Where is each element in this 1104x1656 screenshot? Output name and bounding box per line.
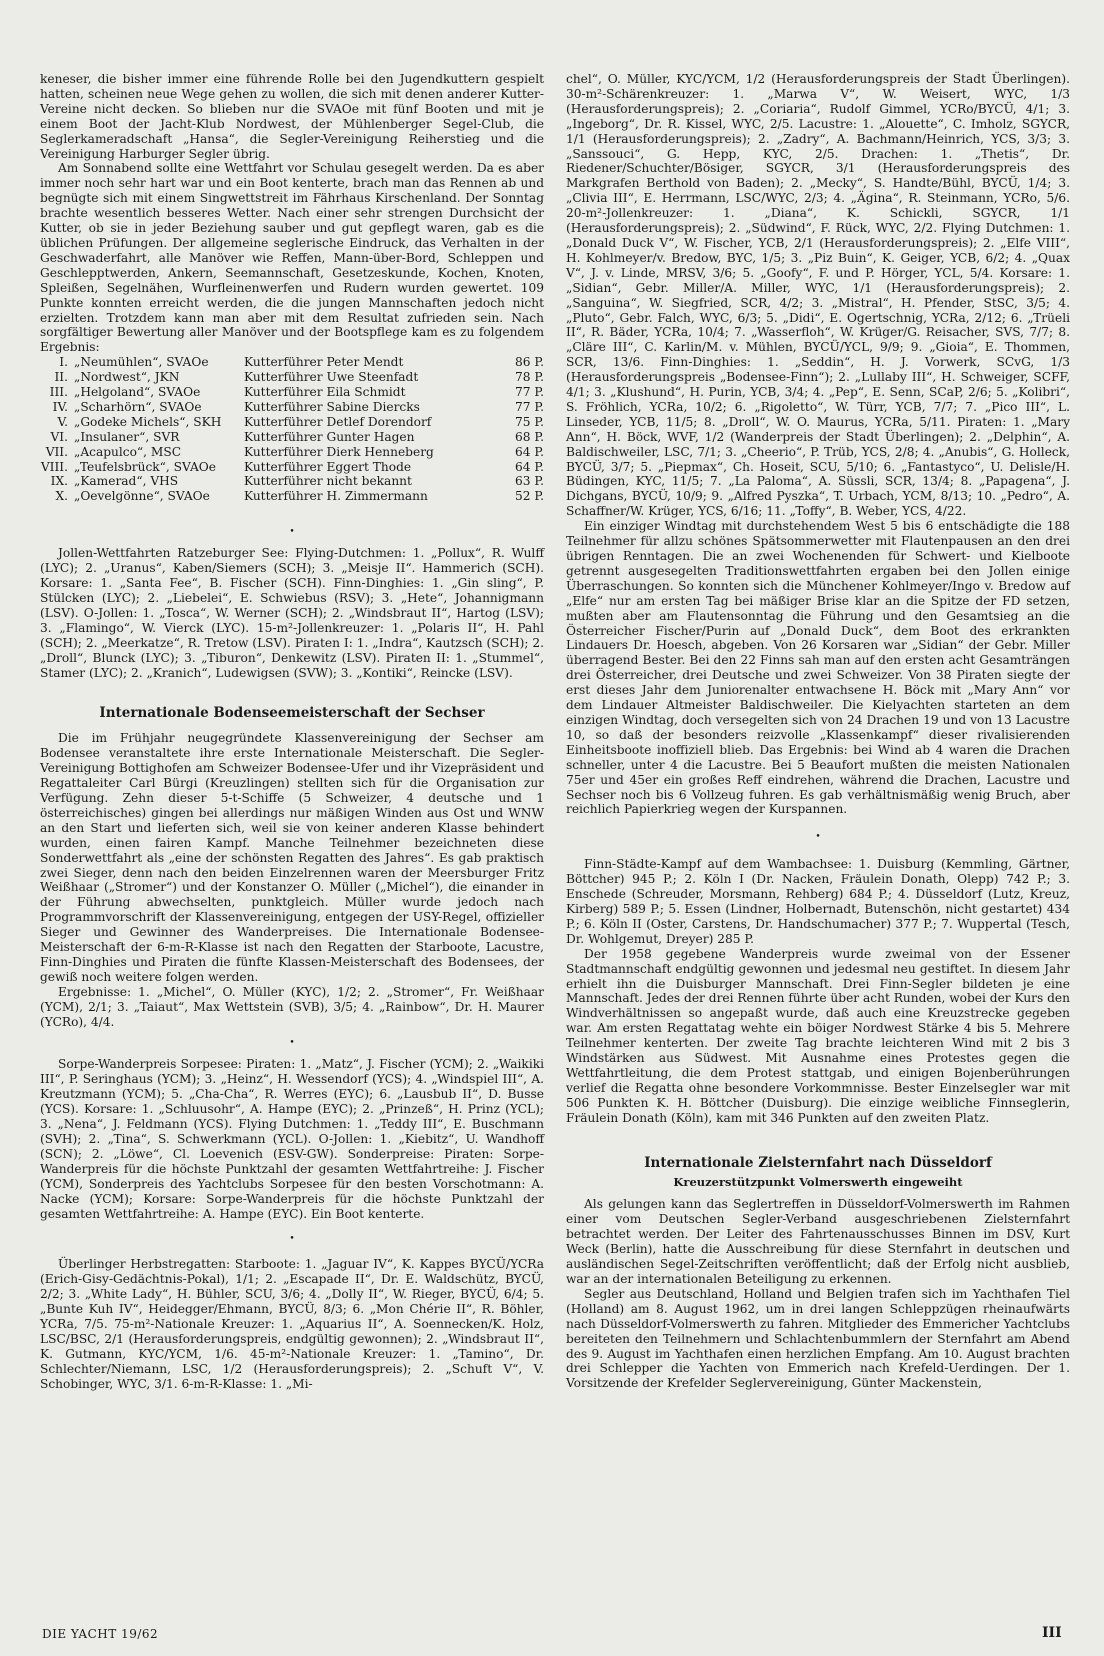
result-rank: VII. (45, 444, 68, 459)
result-points: 86 P. (515, 355, 544, 370)
results-row (40, 355, 544, 370)
result-rank: IX. (50, 474, 68, 489)
results-row (40, 415, 544, 430)
section-bullet: • (289, 527, 295, 538)
results-row (40, 400, 544, 415)
result-boat: „Scharhörn“, SVAOe (74, 399, 202, 414)
result-skipper: Kutterführer Gunter Hagen (244, 429, 415, 444)
article-paragraph: Der 1958 gegebene Wanderpreis wurde zweimal von der Essener Stadtmannschaft endgültig gewonnen und jedesmal neu gestiftet. In diesem Jahr erhielt ihn die Duisburger Mannschaft. Drei Finn-Segler bildeten je eine Mannschaft. Jedes der drei Rennen führte über acht Runden, wobei der Kurs den Windverhältnissen so angepaßt wurde, daß auch eine Kreuzstrecke gegeben war. Am ersten Regattatag wehte ein böiger Nordwest Stärke 4 bis 5. Mehrere Teilnehmer kenterten. Der zweite Tag brachte leichteren Wind mit 2 bis 3 Windstärken aus Südwest. Mit Ausnahme eines Protestes gegen die Wettfahrtleitung, die dem Protest stattgab, und einigen Bojenberührungen verlief die Regatta ohne besondere Vorkommnisse. Bester Einzelsegler war mit 506 Punkten K. H. Böttcher (Duisburg). Die einzige weibliche Finnseglerin, Fräulein Donath (Köln), kam mit 346 Punkten auf den zweiten Platz. (566, 946, 1070, 1125)
regatta-results-ueberlingen: Überlinger Herbstregatten: Starboote: 1. „Jaguar IV“, K. Kappes BYCÜ/YCRa (Erich-Gisy-Gedächtnis-Pokal), 1/1; 2. „Escapade II“, Dr. E. Waldschütz, BYCÜ, 2/2; 3. „White Lady“, H. Bühler, SCU, 3/6; 4. „Dolly II“, W. Rieger, BYCÜ, 6/4; 5. „Bunte Kuh IV“, Heidegger/Ehmann, BYCÜ, 8/3; 6. „Mon Chérie II“, R. Böhler, YCRa, 7/5. 75-m²-Nationale Kreuzer: 1. „Aquarius II“, A. Soennecken/K. Holz, LSC/BSC, 2/1 (Herausforderungspreis, endgültig gewonnen); 2. „Windsbraut II“, K. Gutmann, KYC/YCM, 1/6. 45-m²-Nationale Kreuzer: 1. „Tamino“, Dr. Schlechter/Niemann, LSC, 1/2 (Herausforderungspreis); 2. „Schuft V“, V. Schobinger, WYC, 3/1. 6-m-R-Klasse: 1. „Mi- (40, 1257, 544, 1391)
result-points: 78 P. (515, 370, 544, 385)
result-rank: V. (57, 414, 68, 429)
result-boat: „Helgoland“, SVAOe (74, 385, 201, 400)
section-bullet: • (289, 1234, 295, 1245)
result-boat: „Neumühlen“, SVAOe (74, 355, 209, 370)
article-paragraph: Ein einziger Windtag mit durchstehendem West 5 bis 6 entschädigte die 188 Teilnehmer für allzu schönes Spätsommerwetter mit Flautenpausen an den drei übrigen Renntagen. Die an zwei Wochenenden für Schwert- und Kielboote getrennt ausgesegelten Traditionswettfahrten ergaben bei den Jollen einige Überraschungen. So konnten sich die Münchener Kohlmeyer/Ingo v. Bredow auf „Elfe“ nur am ersten Tag bei mäßiger Brise klar an die Spitze der FD setzen, mußten aber am Flautensonntag die Führung und den Gesamtsieg an die Österreicher Fischer/Purin auf „Donald Duck“, dem Boot des erkrankten Lindauers Dr. Hoesch, abgeben. Von 26 Korsaren war „Sidian“ der Gebr. Miller überragend Bester. Bei den 22 Finns sah man auf den ersten acht Gesamträngen drei Österreicher, drei Deutsche und zwei Schweizer. Von 38 Piraten siegte der erst dieses Jahr dem Juniorenalter entwachsene H. Böck mit „Mary Ann“ vor dem Lindauer Altmeister Baldischweiler. Die Kielyachten starteten an dem einzigen Windtag, doch versegelten sich von 24 Drachen 19 und von 13 Lacustre 10, so daß der besonders reizvolle „Klassenkampf“ dieser rivalisierenden Einheitsboote inoffiziell blieb. Das Ergebnis: bei Wind ab 4 waren die Drachen schneller, unter 4 die Lacustre. Bei 5 Beaufort mußten die meisten Nationalen 75er und 45er ein großes Reff eindrehen, während die Drachen, Lacustre und Sechser noch bis 6 Vollzeug fuhren. Es gab verhältnismäßig wenig Bruch, aber reichlich Papierkrieg wegen der Kurspannen. (566, 519, 1070, 817)
article-paragraph: Am Sonnabend sollte eine Wettfahrt vor Schulau gesegelt werden. Da es aber immer noch sehr hart war und ein Boot kenterte, brach man das Rennen ab und begnügte sich mit einem Singwettstreit im Fährhaus Kirschenland. Der Sonntag brachte wesentlich besseres Wetter. Nach einer sehr strengen Durchsicht der Kutter, ob sie in jeder Beziehung sauber und gut gepflegt waren, gab es die üblichen Prüfungen. Der allgemeine seglerische Eindruck, das Verhalten in der Geschwaderfahrt, alle Manöver wie Reffen, Mann-über-Bord, Schleppen und Geschlepptwerden, Ankern, Seemannschaft, Gesetzeskunde, Kochen, Knoten, Spleißen, Segelnähen, Wurfleinenwerfen und Rudern wurden gewertet. 109 Punkte konnten erreicht werden, die die jungen Mannschaften jedoch nicht erzielten. Trotzdem kann man aber mit dem Resultat zufrieden sein. Nach sorgfältiger Bewertung aller Manöver und der Bootspflege kam es zu folgendem Ergebnis: (40, 161, 544, 355)
result-skipper: Kutterführer H. Zimmermann (244, 489, 428, 504)
results-row (40, 430, 544, 445)
section-subheading: Kreuzerstützpunkt Volmerswerth eingeweiht (673, 1174, 963, 1189)
result-skipper: Kutterführer Eila Schmidt (244, 385, 406, 400)
result-skipper: Kutterführer nicht bekannt (244, 474, 412, 489)
article-paragraph: Als gelungen kann das Seglertreffen in Düsseldorf-Volmerswerth im Rahmen einer vom Deutschen Segler-Verband ausgeschriebenen Zielsternfahrt betrachtet werden. Der Leiter des Fahrtenausschusses Binnen im DSV, Kurt Weck (Berlin), hatte die Ausschreibung für diese Sternfahrt in deutschen und ausländischen Segel-Zeitschriften veröffentlicht; daß der Erfolg nicht ausblieb, war an der internationalen Beteiligung zu erkennen. (566, 1197, 1070, 1286)
result-boat: „Nordwest“, JKN (74, 370, 180, 385)
result-skipper: Kutterführer Detlef Dorendorf (244, 414, 432, 429)
magazine-issue: DIE YACHT 19/62 (42, 1627, 159, 1641)
result-boat: „Teufelsbrück“, SVAOe (74, 459, 216, 474)
result-points: 77 P. (515, 399, 544, 414)
regatta-results-ueberlingen-continued: chel“, O. Müller, KYC/YCM, 1/2 (Herausforderungspreis der Stadt Überlingen). 30-m²-Schärenkreuzer: 1. „Marwa V“, W. Weisert, WYC, 1/3 (Herausforderungspreis); 2. „Coriaria“, Rudolf Gimmel, YCRo/BYCÜ, 4/1; 3. „Ingeborg“, Dr. R. Kissel, WYC, 2/5. Lacustre: 1. „Alouette“, C. Imholz, SGYCR, 1/1 (Herausforderungspreis); 2. „Zadry“, A. Bachmann/Heinrich, YCS, 3/3; 3. „Sanssouci“, G. Hepp, KYC, 2/5. Drachen: 1. „Thetis“, Dr. Riedener/Schuchter/Bösiger, SGYCR, 3/1 (Herausforderungspreis des Markgrafen Berthold von Baden); 2. „Mecky“, S. Handte/Bühl, BYCÜ, 1/4; 3. „Clivia III“, E. Herrmann, LSC/WYC, 2/3; 4. „Ägina“, R. Steinmann, YCRo, 5/6. 20-m²-Jollenkreuzer: 1. „Diana“, K. Schickli, SGYCR, 1/1 (Herausforderungspreis); 2. „Südwind“, F. Rück, WYC, 2/2. Flying Dutchmen: 1. „Donald Duck V“, W. Fischer, YCB, 2/1 (Herausforderungspreis); 2. „Elfe VIII“, H. Kohlmeyer/v. Bredow, BYC, 1/5; 3. „Piz Buin“, K. Geiger, YCB, 6/2; 4. „Quax V“, J. v. Linde, MRSV, 3/6; 5. „Goofy“, F. und P. Hörger, YCL, 5/4. Korsare: 1. „Sidian“, Gebr. Miller/A. Miller, WYC, 1/1 (Herausforderungspreis); 2. „Sanguina“, W. Siegfried, SCR, 4/2; 3. „Mistral“, H. Pfender, StSC, 3/5; 4. „Pluto“, Gebr. Falch, WYC, 6/3; 5. „Didi“, E. Ogertschnig, YCRa, 2/12; 6. „Trüeli II“, R. Bäder, YCRa, 10/4; 7. „Wasserfloh“, W. Krüger/G. Reisacher, SVS, 7/7; 8. „Cläre III“, C. Karlin/M. v. Mühlen, BYCÜ/YCL, 9/9; 9. „Gioia“, E. Thommen, SCR, 13/6. Finn-Dinghies: 1. „Seddin“, H. J. Vorwerk, SCvG, 1/3 (Herausforderungspreis „Bodensee-Finn“); 2. „Lullaby III“, H. Schweiger, SCFF, 4/1; 3. „Klushund“, H. Purin, YCB, 3/4; 4. „Pep“, E. Senn, SCaP, 2/6; 5. „Kolibri“, S. Fröhlich, YCRa, 10/2; 6. „Rigoletto“, W. Türr, YCB, 7/7; 7. „Pico III“, L. Linseder, YCB, 11/5; 8. „Droll“, W. O. Maurus, YCRa, 5/11. Piraten: 1. „Mary Ann“, H. Böck, WVF, 1/2 (Wanderpreis der Stadt Überlingen); 2. „Delphin“, A. Baldischweiler, LSC, 7/1; 3. „Cheerio“, P. Trüb, YCS, 2/8; 4. „Anubis“, G. Holleck, BYCÜ, 3/7; 5. „Piepmax“, Ch. Hoseit, SCU, 5/10; 6. „Fantastyco“, U. Delisle/H. Büdingen, KYC, 11/5; 7. „La Paloma“, A. Süssli, SCR, 13/4; 8. „Papagena“, J. Dichgans, BYCÜ, 10/9; 9. „Alfred Pyszka“, T. Urbach, YCM, 8/13; 10. „Pedro“, A. Schaffner/W. Krüger, YCS, 6/16; 11. „Toffy“, B. Weber, YCS, 4/22. (566, 72, 1070, 519)
right-column (566, 72, 1070, 1391)
results-row (40, 474, 544, 489)
result-points: 77 P. (515, 385, 544, 400)
results-row (40, 460, 544, 475)
result-points: 64 P. (515, 459, 544, 474)
results-row (40, 385, 544, 400)
result-rank: III. (49, 385, 68, 400)
result-skipper: Kutterführer Dierk Henneberg (244, 444, 434, 459)
results-row (40, 445, 544, 460)
section-heading: Internationale Bodenseemeisterschaft der Sechser (99, 705, 485, 722)
result-rank: IV. (52, 399, 68, 414)
section-bullet: • (815, 832, 821, 843)
result-points: 75 P. (515, 414, 544, 429)
result-rank: X. (55, 489, 68, 504)
result-skipper: Kutterführer Sabine Diercks (244, 399, 420, 414)
regatta-results-sorpe: Sorpe-Wanderpreis Sorpesee: Piraten: 1. „Matz“, J. Fischer (YCM); 2. „Waikiki III“, P. Seringhaus (YCM); 3. „Heinz“, H. Wessendorf (YCS); 4. „Windspiel III“, A. Kreutzmann (YCM); 5. „Cha-Cha“, R. Werres (EYC); 6. „Lausbub II“, D. Busse (YCS). Korsare: 1. „Schluusohr“, A. Hampe (EYC); 2. „Prinzeß“, H. Prinz (YCL); 3. „Nena“, J. Feldmann (YCS). Flying Dutchmen: 1. „Teddy III“, E. Buschmann (SVH); 2. „Tina“, S. Schwerkmann (YCL). O-Jollen: 1. „Kiebitz“, U. Wandhoff (SCN); 2. „Löwe“, Cl. Loevenich (ESV-GW). Sonderpreise: Piraten: Sorpe-Wanderpreis für die höchste Punktzahl der gesamten Wettfahrtreihe: J. Fischer (YCM), Sonderpreis des Yachtclubs Sorpesee für den besten Vorschotmann: A. Nacke (YCM); Korsare: Sorpe-Wanderpreis für die höchste Punktzahl der gesamten Wettfahrtreihe: A. Hampe (EYC). Ein Boot kenterte. (40, 1057, 544, 1221)
results-table (40, 355, 544, 504)
result-points: 68 P. (515, 429, 544, 444)
regatta-results-jollen: Jollen-Wettfahrten Ratzeburger See: Flying-Dutchmen: 1. „Pollux“, R. Wulff (LYC); 2. „Uranus“, Kaben/Siemers (SCH); 3. „Meisje II“. Hammerich (SCH). Korsare: 1. „Santa Fee“, B. Fischer (SCH). Finn-Dinghies: 1. „Gin sling“, P. Stülcken (LYC); 2. „Liebelei“, E. Schwiebus (RSV); 3. „Hete“, Johannigmann (LSV). O-Jollen: 1. „Tosca“, W. Werner (SCH); 2. „Windsbraut II“, Hartog (LSV); 3. „Flamingo“, W. Vierck (LYC). 15-m²-Jollenkreuzer: 1. „Polaris II“, H. Pahl (SCH); 2. „Meerkatze“, R. Tretow (LSV). Piraten I: 1. „Indra“, Kautzsch (SCH); 2. „Droll“, Blunck (LYC); 3. „Tiburon“, Denkewitz (LSV). Piraten II: 1. „Stummel“, Stamer (LYC); 2. „Kranich“, Ludewigsen (SVW); 3. „Kontiki“, Reincke (LSV). (40, 546, 544, 680)
article-paragraph: keneser, die bisher immer eine führende Rolle bei den Jugendkuttern gespielt hatten, scheinen neue Wege gehen zu wollen, die sich mit denen anderer Kutter-Vereine nicht decken. So blieben nur die SVAOe mit fünf Booten und mit je einem Boot der Jacht-Klub Nordwest, der Mühlenberger Segel-Club, die Seglerkameradschaft „Hansa“, die Segler-Vereinigung Reiherstieg und die Vereinigung Harburger Segler übrig. (40, 72, 544, 161)
regatta-results-finn: Finn-Städte-Kampf auf dem Wambachsee: 1. Duisburg (Kemmling, Gärtner, Böttcher) 945 P.; 2. Köln I (Dr. Nacken, Fräulein Donath, Olepp) 742 P.; 3. Enschede (Schreuder, Morsmann, Rehberg) 684 P.; 4. Düsseldorf (Lutz, Kreuz, Kirberg) 589 P.; 5. Essen (Lindner, Holbernadt, Butenschön, nicht gestartet) 434 P.; 6. Köln II (Oster, Carstens, Dr. Handschumacher) 377 P.; 7. Wuppertal (Tesch, Dr. Wohlgemut, Dreyer) 285 P. (566, 857, 1070, 946)
section-heading: Internationale Zielsternfahrt nach Düsseldorf (644, 1154, 992, 1171)
result-boat: „Insulaner“, SVR (74, 429, 180, 444)
article-paragraph: Die im Frühjahr neugegründete Klassenvereinigung der Sechser am Bodensee veranstaltete ihre erste Internationale Meisterschaft. Die Segler-Vereinigung Bottighofen am Schweizer Bodensee-Ufer und ihr Vizepräsident und Regattaleiter Carl Bürgi (Kreuzlingen) stellten sich für die Organisation zur Verfügung. Zehn dieser 5-t-Schiffe (5 Schweizer, 4 deutsche und 1 österreichisches) gingen bei allerdings nur mäßigen Winden aus Ost und WNW an den Start und lieferten sich, weil sie von keiner anderen Klasse behindert wurden, einen fairen Kampf. Manche Teilnehmer bezeichneten diese Sonderwettfahrt als „eine der schönsten Regatten des Jahres“. Es gab praktisch zwei Sieger, denn nach den beiden Einzelrennen waren der Meersburger Fritz Weißhaar („Stromer“) und der Konstanzer O. Müller („Michel“), die einander in der Führung abwechselten, punktgleich. Müller wurde jedoch nach Programmvorschrift der Klassenvereinigung, entgegen der USY-Regel, offizieller Sieger und Gewinner des Wanderpreises. Die Internationale Bodensee-Meisterschaft der 6-m-R-Klasse ist nach den Regatten der Starboote, Lacustre, Finn-Dinghies und Piraten die fünfte Klassen-Meisterschaft des Bodensees, der gewiß noch weitere folgen werden. (40, 731, 544, 984)
result-rank: I. (59, 355, 68, 370)
result-boat: „Godeke Michels“, SKH (74, 414, 222, 429)
results-row (40, 489, 544, 504)
result-rank: II. (54, 370, 68, 385)
page-number: III (1042, 1625, 1062, 1641)
result-skipper: Kutterführer Eggert Thode (244, 459, 412, 474)
result-skipper: Kutterführer Peter Mendt (244, 355, 404, 370)
result-rank: VIII. (40, 459, 68, 474)
results-row (40, 370, 544, 385)
article-paragraph: Segler aus Deutschland, Holland und Belgien trafen sich im Yachthafen Tiel (Holland) am 8. August 1962, um in drei langen Schleppzügen rheinaufwärts nach Düsseldorf-Volmerswerth zu fahren. Mitglieder des Emmericher Yachtclubs bereiteten den Teilnehmern und Schlachtenbummlern der Sternfahrt am Abend des 9. August im Yachthafen einen herzlichen Empfang. Am 10. August brachten drei Schlepper die Yachten von Emmerich nach Krefeld-Uerdingen. Der 1. Vorsitzende der Krefelder Seglervereinigung, Günter Mackenstein, (566, 1286, 1070, 1391)
result-boat: „Oevelgönne“, SVAOe (74, 489, 210, 504)
result-rank: VI. (50, 429, 68, 444)
regatta-results-bodensee: Ergebnisse: 1. „Michel“, O. Müller (KYC), 1/2; 2. „Stromer“, Fr. Weißhaar (YCM), 2/1; 3. „Taiaut“, Max Wettstein (SVB), 3/5; 4. „Rainbow“, Dr. H. Maurer (YCRo), 4/4. (40, 984, 544, 1029)
result-boat: „Acapulco“, MSC (74, 444, 182, 459)
result-points: 52 P. (515, 489, 544, 504)
result-boat: „Kamerad“, VHS (74, 474, 179, 489)
result-points: 63 P. (515, 474, 544, 489)
left-column (40, 72, 544, 1392)
section-bullet: • (289, 1038, 295, 1049)
result-points: 64 P. (515, 444, 544, 459)
result-skipper: Kutterführer Uwe Steenfadt (244, 370, 419, 385)
